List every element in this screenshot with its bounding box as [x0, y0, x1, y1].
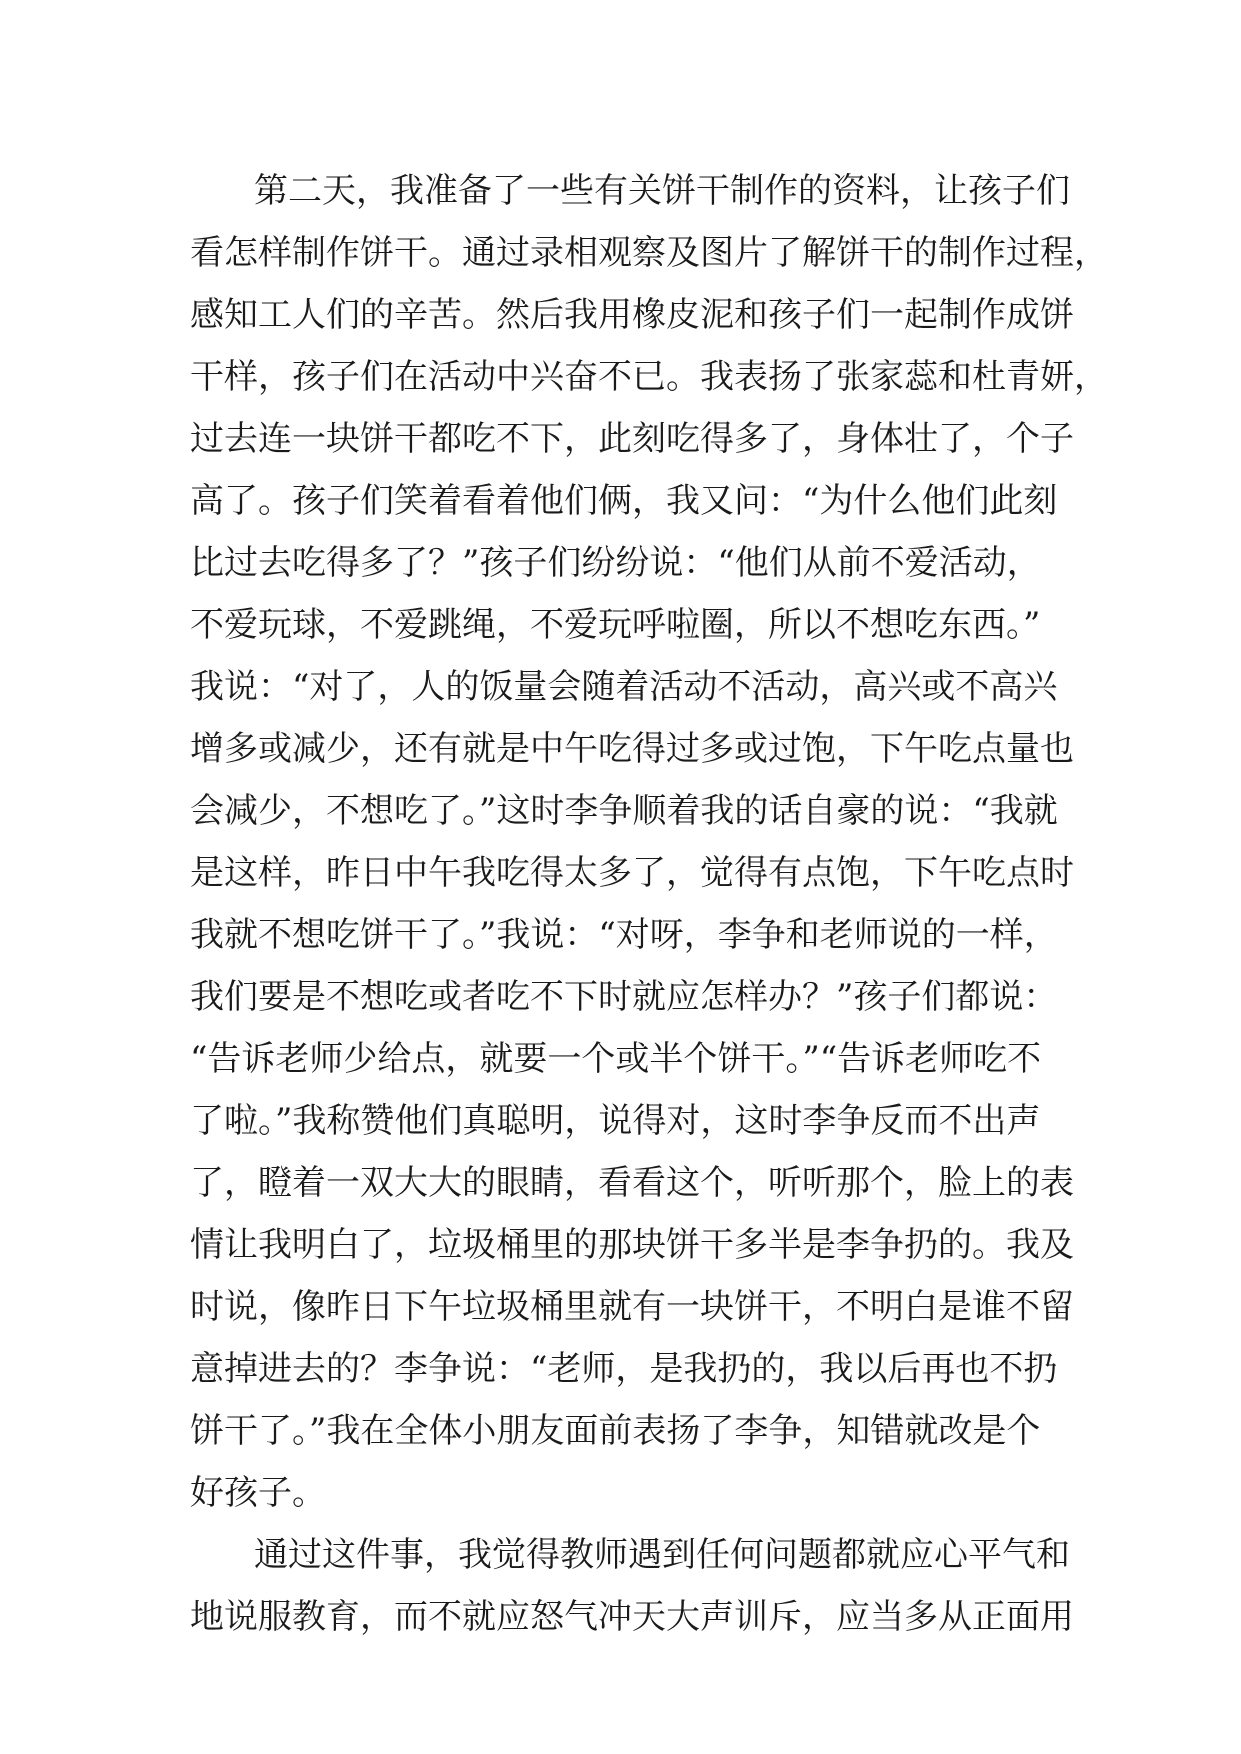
paragraph-line: 过去连一块饼干都吃不下，此刻吃得多了，身体壮了，个子 [190, 419, 1074, 459]
paragraph-line: 了啦。”我称赞他们真聪明，说得对，这时李争反而不出声 [190, 1101, 1041, 1141]
paragraph-line: 看怎样制作饼干。通过录相观察及图片了解饼干的制作过程， [190, 233, 1108, 273]
paragraph-line: “告诉老师少给点，就要一个或半个饼干。”“告诉老师吃不 [190, 1039, 1042, 1079]
document-body [190, 160, 1108, 1648]
paragraph-1 [190, 160, 1108, 1524]
paragraph-line: 不爱玩球，不爱跳绳，不爱玩呼啦圈，所以不想吃东西。” [190, 605, 1041, 645]
paragraph-line: 干样，孩子们在活动中兴奋不已。我表扬了张家蕊和杜青妍， [190, 357, 1108, 397]
paragraph-line: 地说服教育，而不就应怒气冲天大声训斥，应当多从正面用 [190, 1597, 1074, 1637]
paragraph-line: 好孩子。 [190, 1473, 326, 1513]
paragraph-line: 我们要是不想吃或者吃不下时就应怎样办？”孩子们都说： [190, 977, 1058, 1017]
paragraph-line: 情让我明白了，垃圾桶里的那块饼干多半是李争扔的。我及 [190, 1225, 1074, 1265]
paragraph-line: 会减少，不想吃了。”这时李争顺着我的话自豪的说：“我就 [190, 791, 1058, 831]
paragraph-line: 我就不想吃饼干了。”我说：“对呀，李争和老师说的一样， [190, 915, 1058, 955]
paragraph-line: 增多或减少，还有就是中午吃得过多或过饱，下午吃点量也 [190, 729, 1074, 769]
paragraph-line: 感知工人们的辛苦。然后我用橡皮泥和孩子们一起制作成饼 [190, 295, 1074, 335]
paragraph-line: 高了。孩子们笑着看着他们俩，我又问：“为什么他们此刻 [190, 481, 1058, 521]
paragraph-line: 我说：“对了，人的饭量会随着活动不活动，高兴或不高兴 [190, 667, 1058, 707]
paragraph-line: 了，瞪着一双大大的眼睛，看看这个，听听那个，脸上的表 [190, 1163, 1074, 1203]
paragraph-line: 意掉进去的？李争说：“老师，是我扔的，我以后再也不扔 [190, 1349, 1058, 1389]
paragraph-2 [190, 1524, 1090, 1648]
paragraph-line: 是这样，昨日中午我吃得太多了，觉得有点饱，下午吃点时 [190, 853, 1074, 893]
paragraph-line: 第二天，我准备了一些有关饼干制作的资料，让孩子们 [254, 171, 1070, 211]
paragraph-line: 通过这件事，我觉得教师遇到任何问题都就应心平气和 [254, 1535, 1070, 1575]
paragraph-line: 饼干了。”我在全体小朋友面前表扬了李争，知错就改是个 [190, 1411, 1041, 1451]
paragraph-line: 比过去吃得多了？”孩子们纷纷说：“他们从前不爱活动， [190, 543, 1041, 583]
paragraph-line: 时说，像昨日下午垃圾桶里就有一块饼干，不明白是谁不留 [190, 1287, 1074, 1327]
